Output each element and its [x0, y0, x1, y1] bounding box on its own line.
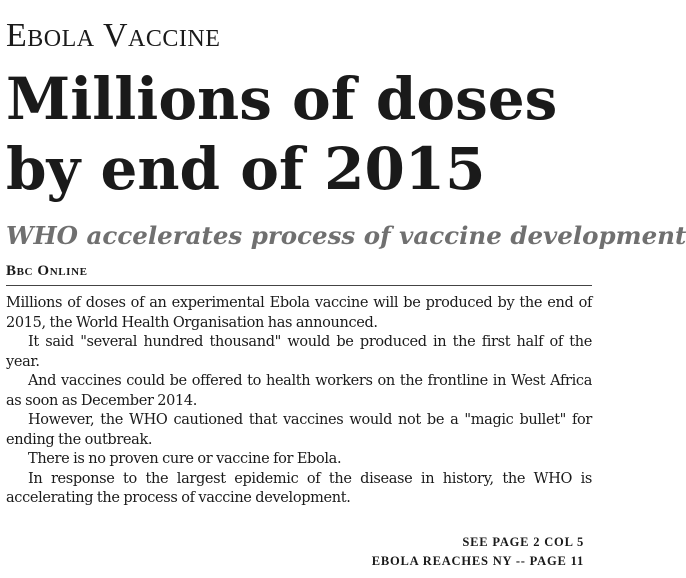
page-references: [372, 533, 584, 571]
headline-line-1: Millions of doses: [6, 65, 558, 133]
article-byline: Bbc Online: [6, 263, 88, 279]
body-paragraph-5: There is no proven cure or vaccine for Ebola.: [28, 451, 342, 467]
body-paragraph-3: And vaccines could be offered to health workers on the frontline in West Africa as soon as December 2014.: [6, 373, 592, 409]
article-kicker: Ebola Vaccine: [6, 17, 221, 54]
article-subheadline: WHO accelerates process of vaccine development: [6, 221, 686, 250]
continued-reference: SEE PAGE 2 COL 5: [462, 535, 584, 549]
byline-divider: [6, 285, 592, 286]
body-paragraph-1: Millions of doses of an experimental Ebola vaccine will be produced by the end of 2015, the World Health Organisation has announced.: [6, 295, 592, 331]
related-story-reference: EBOLA REACHES NY -- PAGE 11: [371, 554, 584, 568]
headline-line-2: by end of 2015: [6, 135, 486, 203]
body-paragraph-6: In response to the largest epidemic of the disease in history, the WHO is accelerating the process of vaccine development.: [6, 470, 592, 506]
body-paragraph-2: It said "several hundred thousand" would be produced in the first half of the year.: [6, 334, 592, 370]
article-headline: [6, 64, 596, 204]
article-body: [6, 294, 592, 509]
body-paragraph-4: However, the WHO cautioned that vaccines would not be a "magic bullet" for ending the outbreak.: [6, 412, 592, 448]
